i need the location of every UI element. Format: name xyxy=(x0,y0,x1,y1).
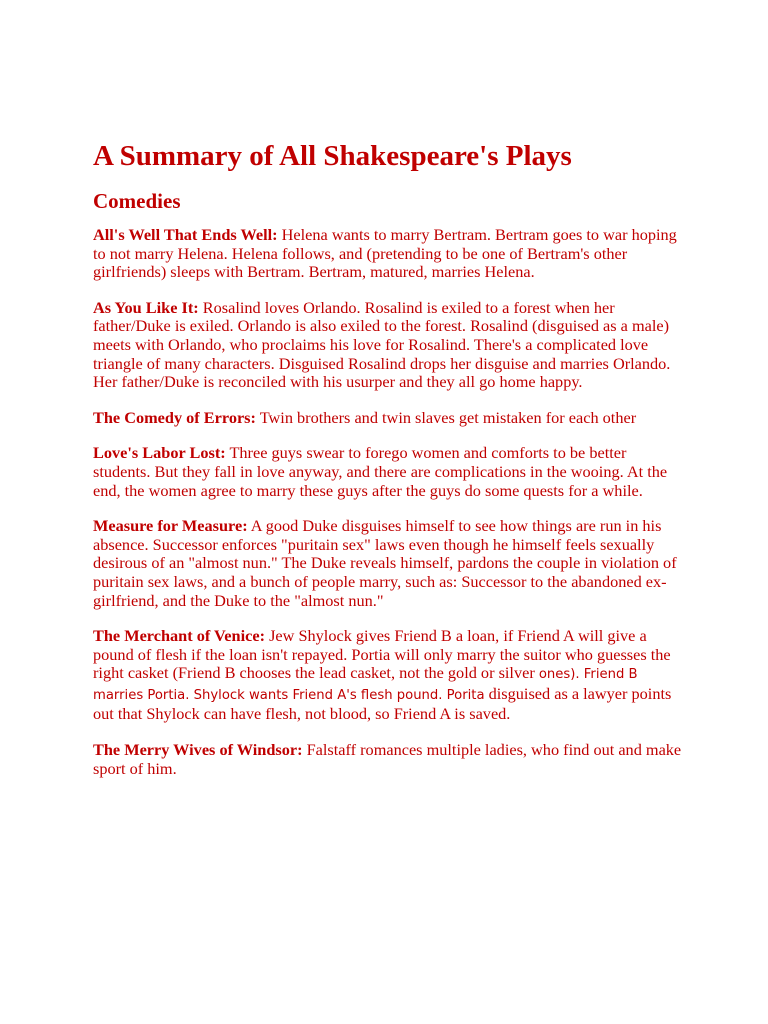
play-title: All's Well That Ends Well: xyxy=(93,225,278,244)
section-heading: Comedies xyxy=(93,189,181,213)
play-title: As You Like It: xyxy=(93,297,199,317)
play-entry xyxy=(93,226,683,282)
play-summary: Jew Shylock gives Friend B a loan, if Friend A will give a pound of flesh if the loan isn't repayed. Portia will only marry the suitor who guesses the right casket (Friend B chooses the lead casket, not the gold or silver xyxy=(93,626,671,683)
play-summary: Twin brothers and twin slaves get mistaken for each other xyxy=(259,407,637,427)
document-page xyxy=(93,138,683,795)
play-summary-end: disguised as a lawyer points out that Shylock can have flesh, not blood, so Friend A is saved. xyxy=(93,683,672,724)
play-summary: Helena wants to marry Bertram. Bertram goes to war hoping to not marry Helena. Helena follows, and (pretending to be one of Bertram's other girlfriends) sleeps with Bertram. Bertram, matured, marries Helena. xyxy=(93,225,677,282)
play-entry xyxy=(93,409,683,428)
play-summary: Falstaff romances multiple ladies, who find out and make sport of him. xyxy=(93,740,682,778)
play-title: The Merry Wives of Windsor: xyxy=(93,740,303,760)
play-summary: Three guys swear to forego women and comforts to be better students. But they fall in love anyway, and there are complications in the wooing. At the end, the women agree to marry these guys after the guys do some quests for a while. xyxy=(93,443,668,500)
play-title: Love's Labor Lost: xyxy=(93,443,226,463)
play-entry xyxy=(93,627,683,724)
play-title: Measure for Measure: xyxy=(93,516,248,536)
play-entry xyxy=(93,741,683,778)
play-entry xyxy=(93,299,683,392)
play-title: The Merchant of Venice: xyxy=(93,626,265,646)
play-summary: A good Duke disguises himself to see how things are run in his absence. Successor enforces "puritain sex" laws even though he himself feels sexually desirous of an "almost nun." The Duke reveals himself, pardons the couple in violation of puritain sex laws, and a bunch of people marry, such as: Successor to the abandoned ex-girlfriend, and the Duke to the "almost nun." xyxy=(93,516,677,610)
play-entry xyxy=(93,517,683,610)
play-summary-alt-font: ones). Friend B marries Portia. Shylock wants Friend A's flesh pound. Porita xyxy=(93,667,638,703)
play-title: The Comedy of Errors: xyxy=(93,407,256,427)
play-summary: Rosalind loves Orlando. Rosalind is exiled to a forest when her father/Duke is exiled. Orlando is also exiled to the forest. Rosalind (disguised as a male) meets with Orlando, who proclaims his love for Rosalind. There's a complicated love triangle of many characters. Disguised Rosalind drops her disguise and marries Orlando. Her father/Duke is reconciled with his usurper and they all go home happy. xyxy=(93,297,671,392)
play-entry xyxy=(93,444,683,500)
document-title: A Summary of All Shakespeare's Plays xyxy=(93,140,572,172)
